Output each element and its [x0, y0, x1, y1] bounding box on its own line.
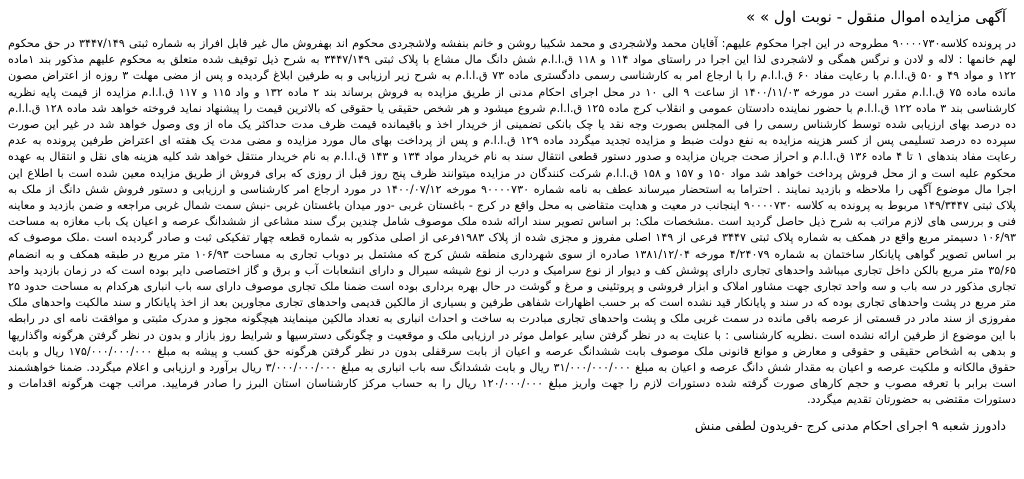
- notice-title: آگهی مزایده اموال منقول - نوبت اول » »: [746, 8, 1006, 26]
- notice-signature: دادورز شعبه ۹ اجرای احکام مدنی کرج -فریدون لطفی منش: [694, 417, 1006, 433]
- auction-notice: [8, 6, 1016, 476]
- notice-body: در پرونده کلاسه۹۰۰۰۰۷۳۰ مطروحه در این اجرا محکوم علیهم: آقایان محمد ولاشجردی و محمد شکیبا روشن و خانم بنفشه ولاشجردی محکوم اند بهفروش مال غیر قابل افراز به شماره ثبتی ۳۴۴۷/۱۴۹ در حق محکوم لهم خانمها : لاله و لادن و نرگس همگی و لاشجردی لذا این اجرا در راستای مواد ۱۱۴ و ۱۱۸ ق.ا.ا.م شش دانگ مال مشاع با پلاک ثبتی ۳۴۴۷/۱۴۹ به شرح ذیل توقیف شده متعلق به محکوم علیهم مذکور بند ۱ماده ۱۲۲ و مواد ۴۹ و ۵۰ ق.ا.ا.م با رعایت مفاد ۶۰ ق.ا.ا.م را با ارجاع امر به کارشناسی رسمی دادگستری ماده ۷۳ ق.ا.ا.م به شرح زیر ارزیابی و به طرفین ابلاغ گردیده و پس از مضی مهلت ۳ روزه از اعتراض مصون مانده ماده ۷۵ ق.ا.ا.م مقرر است در مورخه ۱۴۰۰/۱۱/۰۳ از ساعت ۹ الی ۱۰ در محل اجرای احکام مدنی از طریق مزایده به فروش برساند بند ۲ ماده ۱۳۲ و واد ۱۱۵ و ۱۱۷ ق.ا.ا.م مزایده از قیمت پایه نظریه کارشناسی بند ۳ ماده ۱۲۲ ق.ا.ا.م با حضور نماینده دادستان عمومی و انقلاب کرج ماده ۱۲۵ ق.ا.ا.م شروع میشود و هر شخص حقیقی یا حقوقی که بالاترین قیمت را پیشنهاد نماید فروخته خواهد شد ماده ۱۲۸ ق.ا.ا.م ده درصد بهای ارزیابی شده توسط کارشناس رسمی را فی المجلس بصورت وجه نقد یا چک بانکی تضمینی از خریدار اخذ و باقیمانده قیمت ظرف مدت حداکثر یک ماه از وی وصول خواهد شد در غیر این صورت سپرده ده درصد تسلیمی پس از کسر هزینه مزایده به نفع دولت ضبط و مزایده تجدید میگردد ماده ۱۲۹ ق.ا.ا.م و پس از پرداخت بهای مال مورد مزایده و مضی مدت یک هفته ای اعتراض طرفین پرونده به عدم رعایت مفاد بندهای ۱ تا ۴ ماده ۱۳۶ ق.ا.ا.م و احراز صحت جریان مزایده و صدور دستور قطعی انتقال سند به نام خریدار مواد ۱۳۴ و ۱۴۳ ق.ا.ا.م به نام خریدار منتقل خواهد شد کلیه هزینه های نقل و انتقال به عهده محکوم علیه است و از محل فروش پرداخت خواهد شد مواد ۱۵۰ و ۱۵۷ و ۱۵۸ ق.ا.ا.م شرکت کنندگان در مزایده میتوانند ظرف پنج روز قبل از روزی که برای فروش از طریق مزایده معین شده است با اطلاع این اجرا مال موضوع آگهی را ملاحظه و بازدید نمایند . احتراما به استحضار میرساند عطف به نامه شماره ۹۰۰۰۰۷۳۰ مورخه ۱۴۰۰/۰۷/۱۲ در مورد ارجاع امر کارشناسی و ارزیابی و دستور فروش شش دانگ از ملک به پلاک ثبتی ۱۴۹/۳۴۴۷ مربوط به پرونده به کلاسه ۹۰۰۰۰۷۳۰ اینجانب در معیت و هدایت متقاضی به محل واقع در کرج - باغستان غربی -دور میدان باغستان غربی -نبش سمت شمال غربی مراجعه و ضمن بازدید و معاینه فنی و بررسی های لازم مراتب به شرح ذیل حاصل گردید است .مشخصات ملک: بر اساس تصویر سند ارائه شده ملک موصوف شامل چندین برگ سند مشاعی از ششدانگ عرصه و اعیان یک باب مغازه به مساحت ۱۰۶/۹۳ دسیمتر مربع واقع در همکف به شماره پلاک ثبتی ۳۴۴۷ فرعی از ۱۴۹ اصلی مفروز و مجزی شده از پلاک ۱۹۸۳فرعی از اصلی مذکور به شماره قطعه چهار تفکیکی ثبت و صادر گردیده است .ملک موصوف که بر اساس تصویر گواهی پایانکار ساختمان به شماره ۴/۲۴۰۷۹ مورخه ۱۳۸۱/۱۲/۰۴ صادره از سوی شهرداری منطقه شش کرج که مشتمل بر دوباب تجاری به مساحت ۱۰۶/۹۳ متر مربع در طبقه همکف و به انضمام ۳۵/۶۵ متر مربع بالکن داخل تجاری میباشد واحدهای تجاری دارای پوشش کف و دیوار از نوع سرامیک و درب از نوع شیشه سیرال و دارای انشعابات آب و برق و گاز اختصاصی دایر بوده است که در زمان بازدید واحد تجاری مذکور در سه باب و سه واحد تجاری جهت مشاور املاک و ابزار فروشی و پروتئینی و مرغ و گوشت در حال بهره برداری بوده است ضمنا ملک تجاری موصوف دارای سه باب انباری هرکدام به مساحت حدود ۲۵ متر مربع در پشت واحدهای تجاری بوده که در سند و پایانکار قید نشده است که بر حسب اظهارات شفاهی طرفین و بسیاری از مالکین قدیمی واحدهای تجاری مجاورین بعد از اخذ پایانکار و سند مالکیت واحدهای ملک مفروزی از سند مادر در قسمتی از عرصه باقی مانده در سمت غربی ملک و پشت واحدهای تجاری مبادرت به ساخت و احداث انباری به تعداد مالکین مینمایند هیچگونه مجوز و مدرک مثبتی و موافقت نامه ای در رابطه با این موضوع از طرفین ارائه نشده است .نظریه کارشناسی : با عنایت به در نظر گرفتن سایر عوامل موثر در ارزیابی ملک و موقعیت و چگونگی دسترسیها و شرایط روز بازار و بدون در نظر گرفتن هرگونه واگذاریها و بدهی به اشخاص حقیقی و حقوقی و معارض و موانع قانونی ملک موصوف بابت ششدانگ عرصه و اعیان از بابت سرقفلی بدون در نظر گرفتن هرگونه حق کسب و پیشه به مبلغ ۱۷۵/۰۰۰/۰۰۰/۰۰۰ ریال و بابت حقوق مالکانه و ملکیت عرصه و اعیان به مقدار شش دانگ عرصه و اعیان به مبلغ ۳۱/۰۰۰/۰۰۰/۰۰۰ ریال و بابت ششدانگ سه باب انباری به مبلغ ۳/۰۰۰/۰۰۰/۰۰۰ ریال برآورد و ارزیابی و اعلام میگردد. ضمنا خواهشمند است برابر با تعرفه مصوب و حجم کارهای صورت گرفته شده دستورات لازم را جهت واریز مبلغ ۱۲۰/۰۰۰/۰۰۰ ریال را به حساب مرکز کارشناسان استان البرز را صادر فرمایید. مراتب جهت هرگونه اقدامات و دستورات مقتضی به حضورتان تقدیم میگردد.: [8, 37, 1016, 407]
